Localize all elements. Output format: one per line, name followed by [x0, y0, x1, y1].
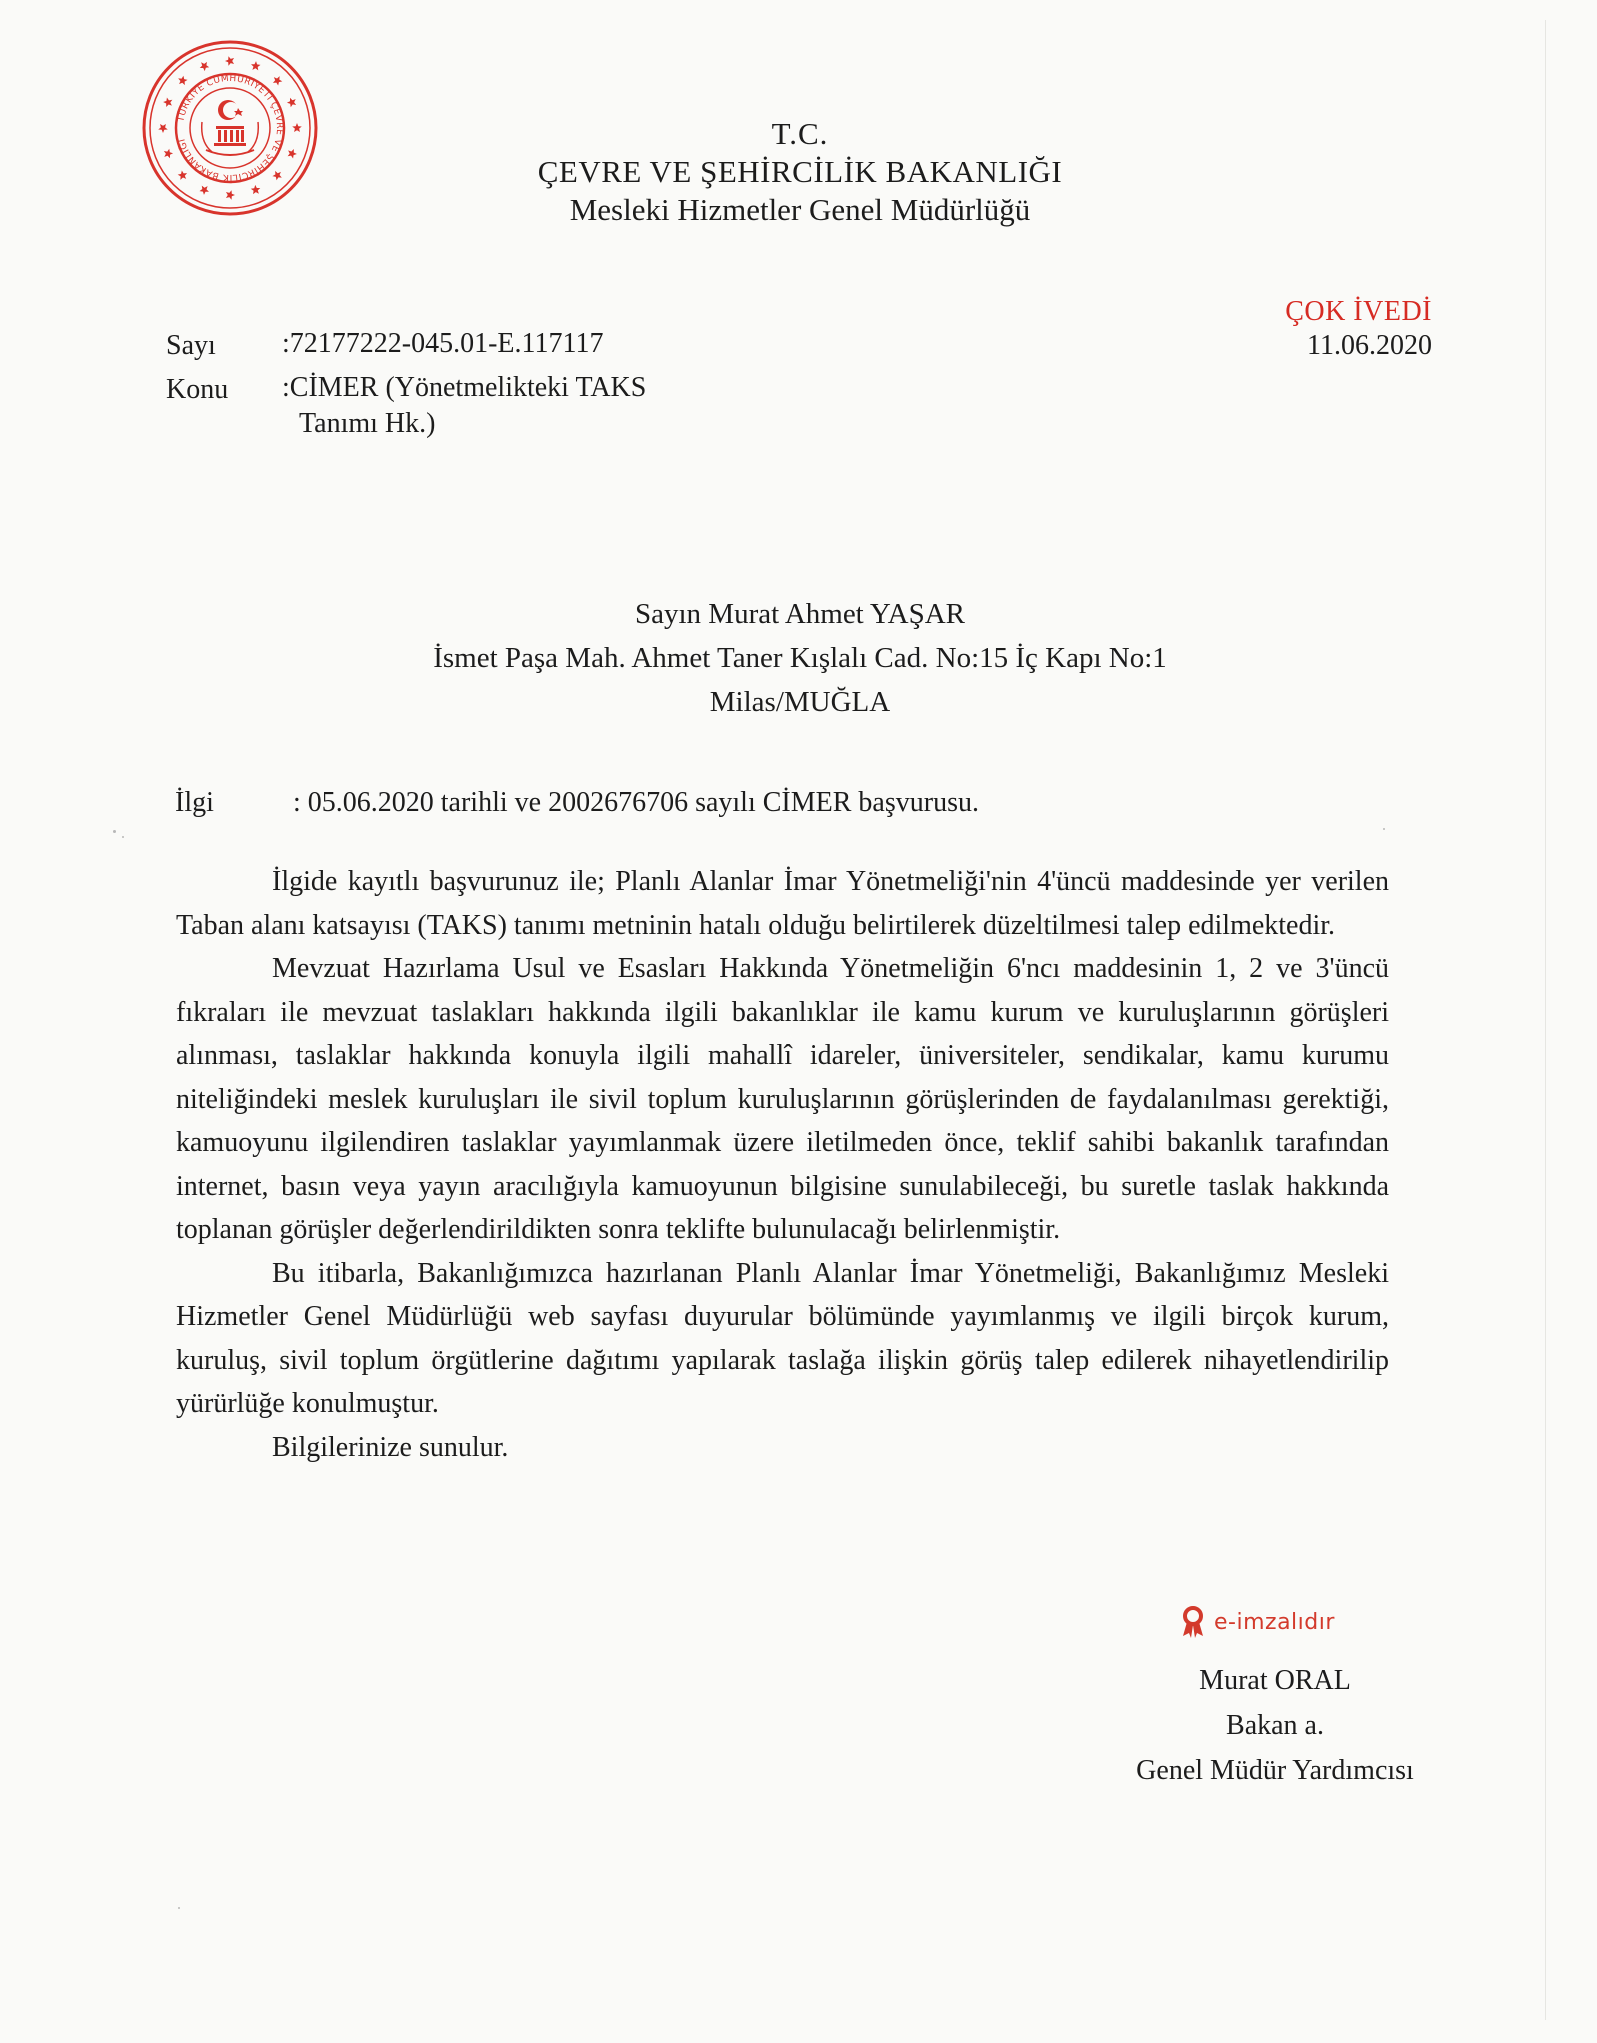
signer-block [1080, 1658, 1470, 1793]
sayi-value: :72177222-045.01-E.117117 [282, 328, 604, 359]
addressee-name: Sayın Murat Ahmet YAŞAR [634, 598, 966, 630]
seal-star [200, 62, 209, 71]
seal-star [288, 149, 297, 158]
reference-value: : 05.06.2020 tarihli ve 2002676706 sayılı CİMER başvurusu. [293, 787, 979, 818]
seal-star [164, 149, 173, 158]
award-ribbon-icon [1180, 1605, 1206, 1639]
e-signature-badge [1180, 1605, 1335, 1639]
letterhead-ministry: ÇEVRE VE ŞEHİRCİLİK BAKANLIĞI [537, 154, 1063, 189]
closing-line: Bilgilerinize sunulur. [272, 1431, 509, 1463]
seal-star [251, 185, 260, 194]
seal-star [292, 123, 302, 132]
konu-label: Konu [166, 374, 229, 405]
urgency-stamp: ÇOK İVEDİ [1285, 296, 1432, 327]
addressee-city: Milas/MUĞLA [709, 686, 891, 718]
letterhead-directorate: Mesleki Hizmetler Genel Müdürlüğü [569, 192, 1031, 227]
seal-star [200, 186, 209, 195]
scan-speck [1383, 828, 1385, 830]
seal-star [251, 61, 260, 70]
signer-name: Murat ORAL [1199, 1665, 1351, 1696]
body-paragraph-1: İlgide kayıtlı başvurunuz ile; Planlı Alanlar İmar Yönetmeliği'nin 4'üncü maddesinde yer verilen Taban alanı katsayısı (TAKS) tanımı metninin hatalı olduğu belirtilerek düzeltilmesi talep edilmektedir. [176, 866, 1389, 941]
letter-body [176, 860, 1389, 1469]
seal-star [178, 170, 187, 179]
seal-star [178, 76, 187, 85]
addressee-address: İsmet Paşa Mah. Ahmet Taner Kışlalı Cad. No:15 İç Kapı No:1 [433, 642, 1167, 674]
konu-value-line2: Tanımı Hk.) [299, 408, 436, 439]
signer-title-1: Bakan a. [1226, 1710, 1324, 1741]
letterhead-tc: T.C. [771, 116, 829, 151]
body-paragraph-3: Bu itibarla, Bakanlığımızca hazırlanan Planlı Alanlar İmar Yönetmeliği, Bakanlığımız Mesleki Hizmetler Genel Müdürlüğü web sayfası duyurular bölümünde yayımlanmış ve ilgili birçok kurum, kuruluş, sivil toplum örgütlerine dağıtımı yapılarak taslağa ilişkin görüş talep edilerek nihayetlendirilip yürürlüğe konulmuştur. [176, 1257, 1389, 1419]
e-signature-label: e-imzalıdır [1214, 1609, 1335, 1635]
seal-star [225, 56, 234, 66]
letterhead [400, 115, 1200, 229]
seal-star [226, 190, 235, 200]
body-paragraph-2: Mevzuat Hazırlama Usul ve Esasları Hakkında Yönetmeliğin 6'ncı maddesinin 1, 2 ve 3'üncü fıkraları ile mevzuat taslakları hakkında ilgili bakanlıklar ile kamu kurum ve kuruluşlarının görüşleri alınması, taslaklar hakkında konuyla ilgili mahallî idareler, üniversiteler, sendikalar, kamu kurumu niteliğindeki meslek kuruluşları ile sivil toplum kuruluşlarının görüşlerinden de faydalanılması gerektiği, kamuoyunu ilgilendiren taslaklar yayımlanmak üzere iletilmeden önce, teklif sahibi bakanlık tarafından internet, basın veya yayın aracılığıyla kamuoyunun bilgisine sunulabileceği, bu suretle taslak hakkında toplanan görüşler değerlendirildikten sonra teklifte bulunulacağı belirlenmiştir. [176, 953, 1389, 1245]
seal-star [273, 76, 282, 85]
seal-star [163, 98, 172, 107]
svg-text:TÜRKİYE CUMHURİYETİ ÇEVRE VE Ş: TÜRKİYE CUMHURİYETİ ÇEVRE VE ŞEHİRCİLİK BAKANLIĞI [176, 73, 285, 183]
konu-value-line1: :CİMER (Yönetmelikteki TAKS [282, 372, 647, 403]
sayi-label: Sayı [166, 330, 216, 361]
reference-label: İlgi [175, 787, 214, 818]
document-date: 11.06.2020 [1307, 330, 1432, 361]
seal-star [287, 98, 296, 107]
scan-speck [178, 1907, 180, 1909]
addressee-block [300, 592, 1300, 724]
seal-star [158, 124, 168, 133]
ministry-seal [140, 38, 320, 218]
seal-star [272, 171, 281, 180]
scan-speck [122, 836, 124, 838]
konu-value [282, 370, 646, 442]
scan-speck [113, 830, 116, 833]
signer-title-2: Genel Müdür Yardımcısı [1136, 1755, 1414, 1786]
